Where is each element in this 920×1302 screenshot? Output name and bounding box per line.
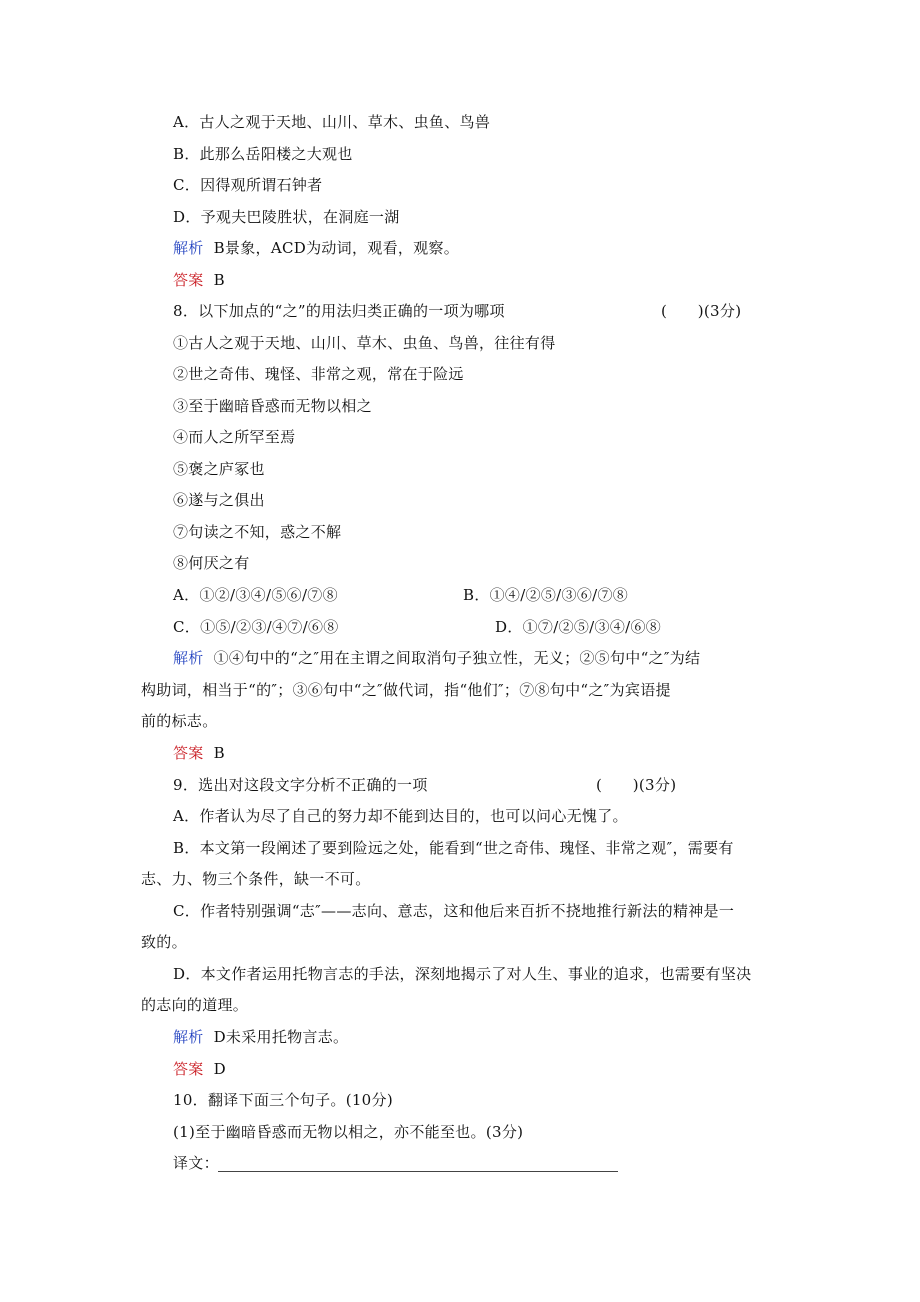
analysis-label: 解析 [173,1028,204,1046]
analysis-text: B景象，ACD为动词，观看，观察。 [213,239,460,257]
q7-option-a: A．古人之观于天地、山川、草木、虫鱼、鸟兽 [173,113,491,131]
answer-text: B [213,271,225,289]
analysis-label: 解析 [173,649,204,667]
q8-item-8: ⑧何厌之有 [173,554,250,572]
q8-option-a: A．①②/③④/⑤⑥/⑦⑧ [173,586,338,604]
q8-item-5: ⑤褒之庐冢也 [173,460,265,478]
answer-blank-line [218,1171,618,1172]
q8-item-7: ⑦句读之不知，惑之不解 [173,523,342,541]
answer-label: 答案 [173,1060,204,1078]
q9-bracket: ( )(3分) [596,776,677,794]
q9-option-a: A．作者认为尽了自己的努力却不能到达目的，也可以问心无愧了。 [173,807,628,825]
q8-item-3: ③至于幽暗昏惑而无物以相之 [173,397,372,415]
q8-analysis-line-1 [173,648,700,668]
q8-item-2: ②世之奇伟、瑰怪、非常之观，常在于险远 [173,365,464,383]
answer-label: 答案 [173,744,204,762]
q8-item-1: ①古人之观于天地、山川、草木、虫鱼、鸟兽，往往有得 [173,334,556,352]
analysis-label: 解析 [173,239,204,257]
analysis-text: D未采用托物言志。 [213,1028,349,1046]
q8-analysis-line-3: 前的标志。 [141,712,218,730]
q8-question: 8．以下加点的“之”的用法归类正确的一项为哪项 [173,302,505,320]
q9-option-b-line-1: B．本文第一段阐述了要到险远之处，能看到“世之奇伟、瑰怪、非常之观″，需要有 [173,839,734,857]
q8-bracket: ( )(3分) [661,302,742,320]
q9-option-d-line-1: D．本文作者运用托物言志的手法，深刻地揭示了对人生、事业的追求，也需要有坚决 [173,965,752,983]
q9-question: 9．选出对这段文字分析不正确的一项 [173,776,428,794]
q9-option-b-line-2: 志、力、物三个条件，缺一不可。 [141,870,371,888]
q8-analysis-line-2: 构助词，相当于“的″；③⑥句中“之″做代词，指“他们″；⑦⑧句中“之″为宾语提 [141,681,671,699]
q8-item-4: ④而人之所罕至焉 [173,428,296,446]
q8-item-6: ⑥遂与之俱出 [173,491,265,509]
q8-option-d: D．①⑦/②⑤/③④/⑥⑧ [495,618,662,636]
q9-option-c-line-1: C．作者特别强调“志″——志向、意志，这和他后来百折不挠地推行新法的精神是一 [173,902,735,920]
q9-option-d-line-2: 的志向的道理。 [141,996,249,1014]
analysis-text: ①④句中的“之″用在主谓之间取消句子独立性，无义；②⑤句中“之″为结 [213,649,701,667]
q9-option-c-line-2: 致的。 [141,933,187,951]
q7-option-d: D．予观夫巴陵胜状，在洞庭一湖 [173,208,400,226]
q8-option-c: C．①⑤/②③/④⑦/⑥⑧ [173,618,339,636]
q9-analysis [173,1027,348,1047]
q7-option-c: C．因得观所谓石钟者 [173,176,323,194]
q10-translate-label: 译文： [173,1154,219,1172]
answer-label: 答案 [173,271,204,289]
q8-answer [173,743,225,763]
q7-analysis [173,238,459,258]
q10-sub-question-1: (1)至于幽暗昏惑而无物以相之，亦不能至也。(3分) [173,1123,524,1141]
q7-answer [173,270,225,290]
q8-option-b: B．①④/②⑤/③⑥/⑦⑧ [463,586,629,604]
answer-text: D [213,1060,226,1078]
q10-question: 10．翻译下面三个句子。(10分) [173,1091,393,1109]
q7-option-b: B．此那么岳阳楼之大观也 [173,145,353,163]
answer-text: B [213,744,225,762]
q9-answer [173,1059,226,1079]
